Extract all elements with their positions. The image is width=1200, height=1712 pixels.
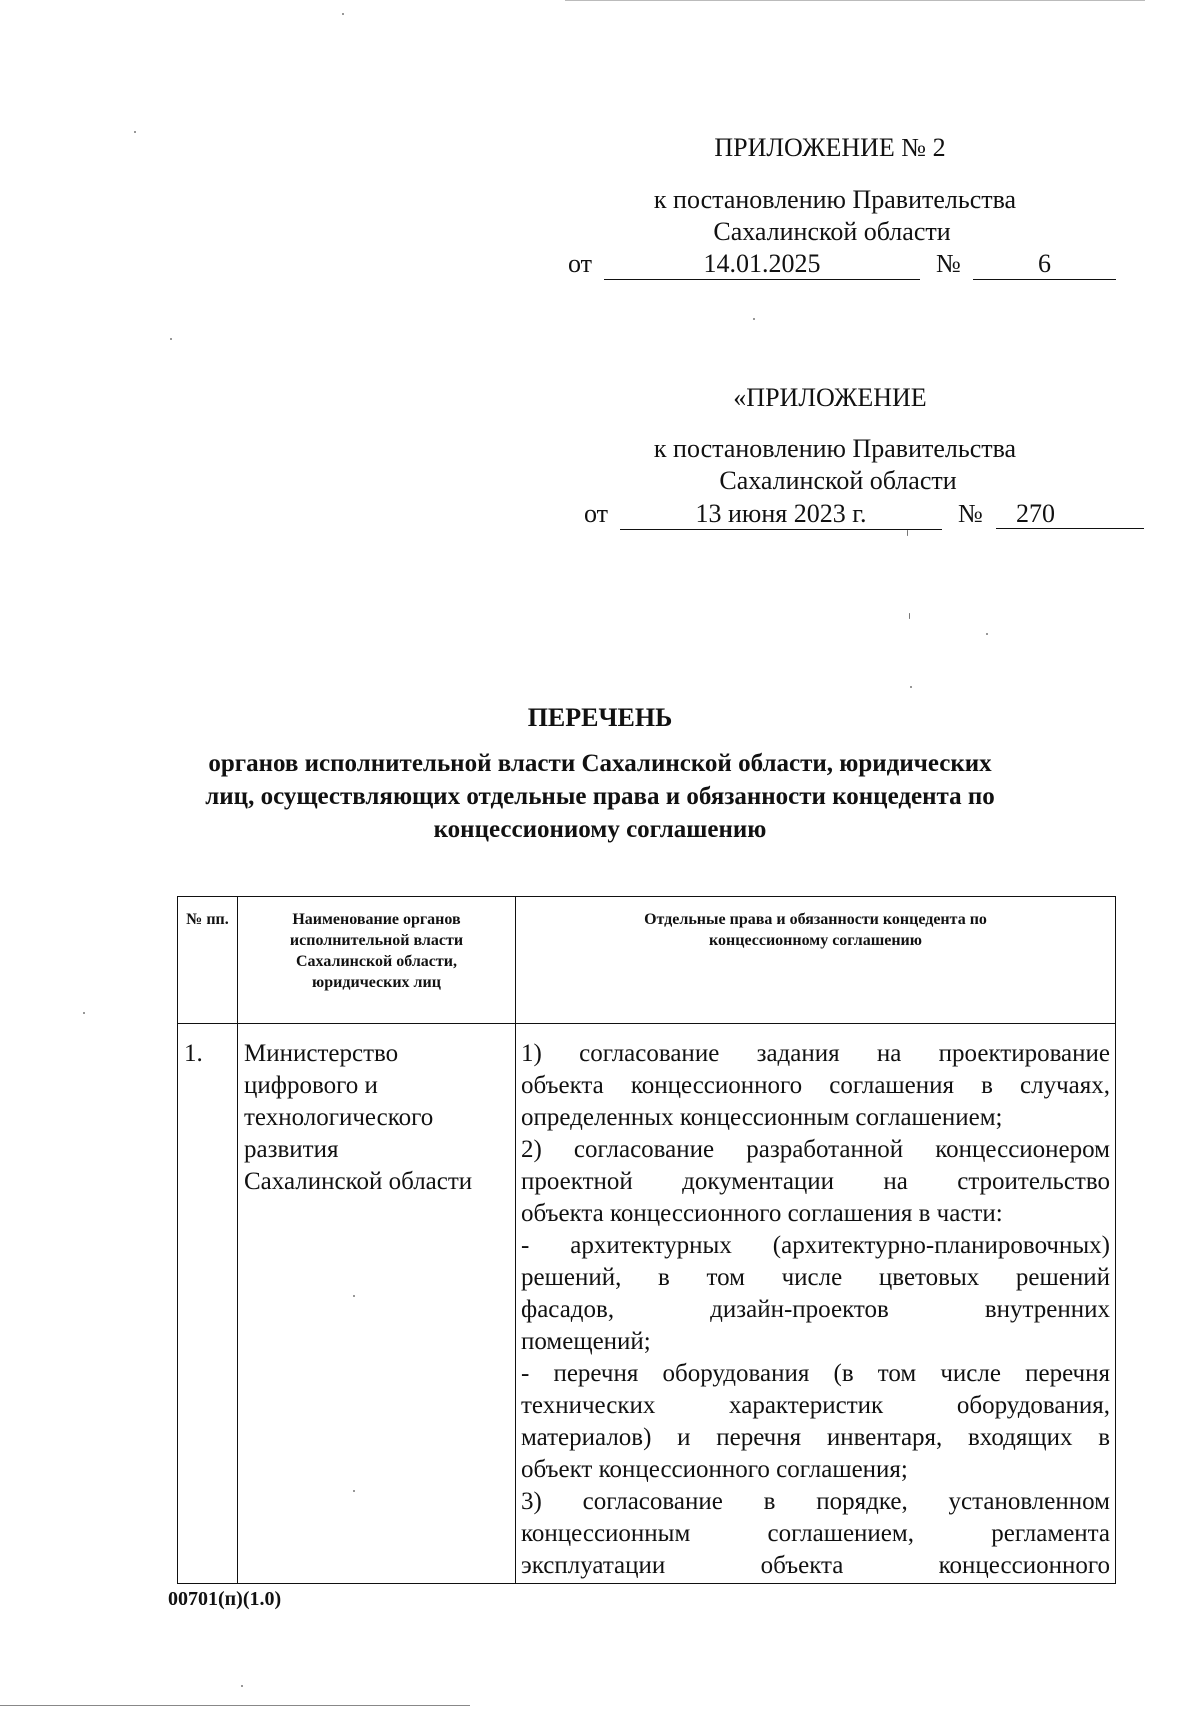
row-duties-line: проектной документации на строительство (521, 1168, 1110, 1195)
row-duties-line: объекта концессионного соглашения в части: (521, 1200, 1003, 1227)
row-duties-line: эксплуатации объекта концессионного (521, 1552, 1110, 1579)
row-name-line: технологического (244, 1104, 434, 1131)
row-name-line: цифрового и (244, 1072, 378, 1099)
document-subtitle-line: концессиониому соглашению (433, 816, 767, 843)
scan-speck (986, 633, 988, 635)
appendix-original-number-field: 270 (996, 499, 1144, 529)
row-name-line: развития (244, 1136, 339, 1163)
scan-edge-line-bottom (0, 1705, 470, 1706)
document-subtitle (150, 747, 1050, 846)
scan-speck (134, 131, 136, 133)
row-name (238, 1024, 516, 1584)
row-number: 1. (178, 1024, 238, 1584)
appendix-original-number-prefix: № (958, 499, 983, 528)
scan-speck (753, 318, 755, 320)
row-duties-line: фасадов, дизайн-проектов внутренних (521, 1296, 1110, 1323)
footer-document-code: 00701(п)(1.0) (168, 1588, 282, 1610)
row-duties-line: объект концессионного соглашения; (521, 1456, 908, 1483)
appendix-original-line1: к постановлению Правительства (653, 434, 1017, 463)
document-title: ПЕРЕЧЕНЬ (527, 703, 673, 732)
row-duties (516, 1024, 1116, 1584)
row-duties-line: концессионным соглашением, регламента (521, 1520, 1110, 1547)
row-duties-line: определенных концессионным соглашением; (521, 1104, 1003, 1131)
row-duties-line: 1) согласование задания на проектирование (521, 1040, 1110, 1067)
appendix-current-number-prefix: № (936, 249, 961, 278)
appendix-original-date-prefix: от (584, 499, 609, 528)
scan-edge-line-top (565, 0, 1145, 1)
table-row (178, 1024, 1116, 1584)
scan-speck (83, 1012, 85, 1014)
perechen-table (177, 896, 1116, 1584)
row-duties-line: объекта концессионного соглашения в случаях, (521, 1072, 1110, 1099)
document-subtitle-line: органов исполнительной власти Сахалинской области, юридических (208, 750, 992, 777)
document-subtitle-line: лиц, осуществляющих отдельные права и обязанности концедента по (205, 783, 995, 810)
appendix-current-title: ПРИЛОЖЕНИЕ № 2 (714, 133, 946, 162)
row-duties-line: - перечня оборудования (в том числе перечня (521, 1360, 1110, 1387)
scan-speck (342, 13, 344, 15)
header-name: Наименование органов исполнительной власти Сахалинской области, юридических лиц (238, 897, 516, 1024)
row-duties-line: 2) согласование разработанной концессионером (521, 1136, 1110, 1163)
row-duties-line: 3) согласование в порядке, установленном (521, 1488, 1110, 1515)
scan-speck (910, 686, 912, 688)
appendix-current-number-field: 6 (973, 249, 1116, 280)
appendix-original-date-field: 13 июня 2023 г. (620, 499, 942, 530)
appendix-current-date-prefix: от (568, 249, 593, 278)
row-duties-line: помещений; (521, 1328, 651, 1355)
row-duties-line: технических характеристик оборудования, (521, 1392, 1110, 1419)
appendix-original-title: «ПРИЛОЖЕНИЕ (733, 383, 927, 412)
appendix-current-line2: Сахалинской области (713, 217, 951, 246)
appendix-current-date-field: 14.01.2025 (604, 249, 920, 280)
header-number: № пп. (178, 897, 238, 1024)
table-header-row (178, 897, 1116, 1024)
row-duties-line: решений, в том числе цветовых решений (521, 1264, 1110, 1291)
scan-speck (241, 1685, 243, 1687)
scan-speck (170, 338, 172, 340)
appendix-current-line1: к постановлению Правительства (653, 185, 1017, 214)
row-name-line: Министерство (244, 1040, 399, 1067)
row-duties-line: - архитектурных (архитектурно-планировочных) (521, 1232, 1110, 1259)
header-duties: Отдельные права и обязанности концедента по концессионному соглашению (516, 897, 1116, 1024)
scan-speck (907, 530, 908, 536)
scan-speck (909, 613, 910, 619)
row-name-line: Сахалинской области (244, 1168, 473, 1195)
row-duties-line: материалов) и перечня инвентаря, входящих в (521, 1424, 1110, 1451)
appendix-original-line2: Сахалинской области (719, 466, 957, 495)
